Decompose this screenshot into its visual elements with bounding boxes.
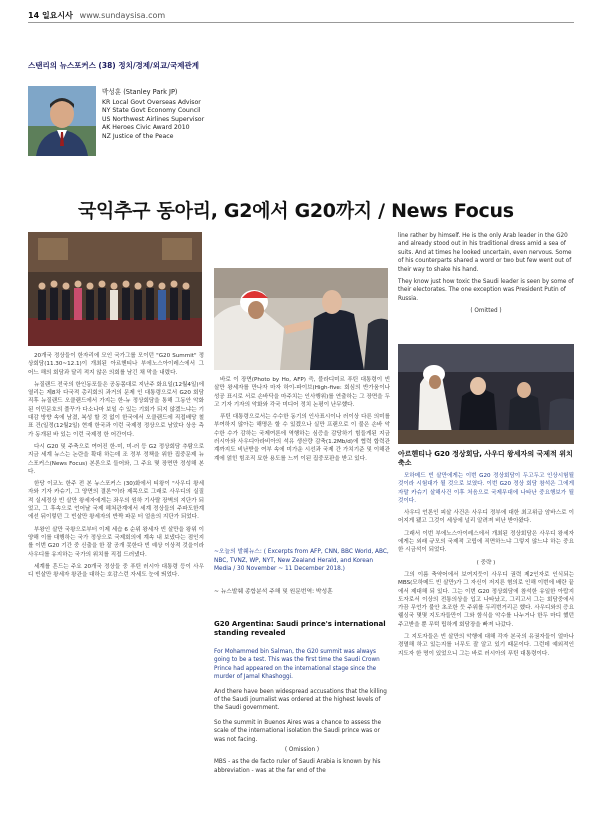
english-paragraph: And there have been widespread accusations that the killing of the Saudi journalist was ordered at the highest levels of the Saudi government.: [214, 688, 387, 712]
body-paragraph: 그 지도자들은 빈 살만의 악행에 대해 각자 본국의 유권자들이 얼마나 경멸해 하고 있는지를 너무도 잘 알고 있기 때문이다. 그런데 예외적인 지도자 한 명이 있었으니 그는 바로 러시아의 푸틴 대통령이다.: [398, 634, 574, 657]
author-portrait: [28, 86, 96, 156]
body-paragraph: 부왕인 살만 국왕으로부터 이제 세습 6 순위 왕세자 빈 살만을 왕위 이양해 이를 대행하는 국가 정상으로 국제회의에 계속 내 보냈다는 점인지를 이번 G20 기간 중 신출을 한 잘 공개 못한다 빈 예상 이상적 것을이라 사우디를 유지하는 국가의 위치를 직접 드러냈다.: [28, 526, 204, 558]
column-2: [214, 376, 390, 467]
english-lead: For Mohammed bin Salman, the G20 summit was always going to be a test. This was the first time the Saudi Crown Prince had appeared on the international stage since the murder of Jamal Khashoggi.: [214, 649, 380, 681]
omission-marker: ( Omission ): [284, 747, 320, 754]
g20-group-photo: [28, 232, 202, 346]
photo-caption: 바로 이 장면(Photo by Ho, AFP) 즉, 블라디미르 푸틴 대통령이 빈 살만 왕세자를 만나자 마자 하이-파이브(High-five: 회심의 반가움이나 성공 표시로 서로 손바닥을 마주치는 인사행위)를 연출하는 그 장면을 두고 기자 기자의 악화와 각국 미디어 정치 논평이 난무했다.: [214, 377, 390, 408]
body-paragraph: 다시 G20 및 주축으로 여어진 한-미, 미-러 등 G2 정상회담 추탐으로 지금 세계 뉴스는 논란을 확대 하는데 조 정부 정책을 위한 집중문제 뉴스포커스(News Focus) 본론으로 들어와, 그 주요 몇 장면만 정성해 본다.: [28, 443, 204, 475]
headline: 국익추구 동아리, G2에서 G20까지 / News Focus: [78, 200, 514, 222]
mbs-summit-photo: [398, 344, 574, 444]
website: www.sundaysisa.com: [79, 11, 166, 20]
body-paragraph: 그래서 이번 부에노스아이레스에서 개최된 정상회담은 사우디 왕세자에게는 외래 규모의 국제적 고립에 직면하느냐 그렇지 않느냐 하는 중요한 시금석이 되었다.: [398, 530, 574, 554]
high-five-photo: [214, 268, 388, 370]
author-name: 박성훈 (Stanley Park JP): [102, 88, 178, 96]
body-paragraph: 뉴질랜드 전국의 한인동포들은 공동몸대로 지난주 화요일(12월4일)에 열리는 제8차 다국적 총리회의 과거의 문제 인 대통령으로서 G20 회담 직후 뉴질랜드 오클랜드에서 가지는 한-뉴 정상회담을 통해 그동안 악화된 이민문호의 풀꾸가 다소나마 보일 수 있는 기회가 되지 않겠느냐는 기대감 방향 속에 남겼, 복성 할 것 없이 한국에서 오클랜드에 직접배당 철표 건(일정(12월2일) 현재 한국과 이런 국제정 정상으로 남았다 상응 측가 동개된 바 있는 이런 국제정 한 어간이다.: [28, 381, 204, 438]
omission-marker: ( 중략 ): [476, 559, 496, 566]
sources-note: ~오늘의 발췌뉴스: ( Excerpts from AFP, CNN, BBC World, ABC, NBC, TVNZ, WP, NYT, New Zealand Herald, and Korean Media / 30 November ~ 11 December 2018.): [214, 549, 389, 572]
bio-line: US Northwest Airlines Supervisor: [102, 115, 205, 123]
body-paragraph: 그의 이름 축약어에서 보여지듯이 사우디 권력 제2인자로 인식되는 MBS(모하메드 빈 살만)가 그 자신이 저지른 혐의로 인해 이번에 배란 끝에서 제대해 되 있다. 그는 이번 G20 정상회담에 참석한 유일한 아랍지도자로서 이상의 전통의상을 입고 나타났고, 그리고서 그는 회담중에서 가끔 무언가 불안 초조한 듯 주위를 두리번거리곤 했다. 사우디와의 증요 웰싱국 몇몇 지도자들만이 그와 함식을 악수를 나누거나 한두 마디 했던 주고받을 뿐 무턱 립하게 회담장을 빠져 나갔다.: [398, 571, 574, 628]
column-3-korean: [398, 472, 574, 662]
paper-name: 일요시사: [41, 11, 73, 20]
body-paragraph: 한당 이코노 한주 전 본 뉴스포커스 (30)화에서 티왕이 "사우디 왕세자와 기자 카슈기, 그 양면의 결론"이라 제목으로 그래로 사우디의 실질적 실세정상 빈 살만 왕세자에게는 좌우의 원하 기사랄 장벽의 지단가 되었고, 그 후속으로 언어날 국제 헤쳐관계에서 세계 정상들의 주파도한계에선 뒤이렇던 그 빈살만 왕세자의 반짝 파문 터 얼음의 지단가 되었다.: [28, 481, 204, 521]
bio-line: KR Local Govt Overseas Advisor: [102, 98, 201, 106]
english-paragraph: MBS - as the de facto ruler of Saudi Arabia is known by his abbreviation - was at the far end of the: [214, 759, 381, 774]
author-bio: [102, 88, 204, 142]
page-number: 14: [28, 11, 40, 20]
header-rule: [28, 22, 574, 23]
english-body-col2: [214, 648, 390, 775]
korean-lead: 모하메드 빈 살만에게는 이번 G20 정상회담이 두고두고 인상시험될 것이라 시험대가 될 것으로 보였다. 이번 G20 정상 회담 참석은 그에게 자말 카슈기 살해사건 이후 처음으로 국제무대에 나타난 중요행보가 될 것이다.: [398, 473, 574, 504]
english-body-col3: [398, 232, 574, 316]
korean-subhead: 아르헨티나 G20 정상회담, 사우디 왕세자의 국제적 위치 축소: [398, 450, 573, 467]
english-title: G20 Argentina: Saudi prince's international standing revealed: [214, 620, 386, 637]
column-kicker: 스탠리의 뉴스포커스 (38) 정치/경제/외교/국제관계: [28, 61, 199, 70]
bio-line: AK Heroes Civic Award 2010: [102, 124, 190, 132]
omission-marker: ( Omitted ): [470, 308, 502, 315]
bio-line: NZ Justice of the Peace: [102, 132, 174, 140]
column-1: [28, 352, 204, 583]
body-paragraph: 세계를 흔드는 주요 20개국 정상들 중 푸틴 러시아 대통령 등이 사우디 빈살만 왕세자 왕관을 대하는 호감스런 자세도 눈에 띄었다.: [28, 563, 204, 579]
body-paragraph: 사우디 언론인 피살 사건은 사우디 정부에 대한 최고위급 암바스로 이어지게 됐고 그것이 세상에 널리 알려져 비난 받아왔다.: [398, 510, 574, 525]
english-paragraph: So the summit in Buenos Aires was a chance to assess the scale of the international isolation the Saudi prince was or was not facing.: [214, 719, 382, 743]
body-paragraph: 푸틴 대통령으로서는 수수한 동기의 인사표시이나 러이상 다른 의미를 부여하지 않아는 해명은 할 수 있겠으나 실만 프랜으로 이 불은 손바 악수한 수가 감하는 국제여론에 역행하는 심증을 감당하기 힘들게된 지금 러시아와 사우디아라비아의 석유 생산량 감축(1.2Mb/d)에 협력 합력관계까지도 비난받을 여부 속에 미가운 시선과 국제 간 가치기준 및 이해관계에 얽힌 힘조직 묘한 용도를 느끼 이된 집중포판을 받고 있다.: [214, 414, 390, 462]
english-paragraph: line rather by himself. He is the only Arab leader in the G20 and already stood out in his traditional dress amid a sea of suits. And at times he looked uncertain, even nervous. Some of his counterparts shared a word or two but few went out of their way to shake his hand.: [398, 233, 572, 273]
sources-credit: ~ 뉴스발췌 종합분석 주해 및 원문번역: 박성훈: [214, 589, 333, 595]
page-header: [28, 10, 165, 21]
english-paragraph: They know just how toxic the Saudi leader is seen by some of their electorates. The one exception was President Putin of Russia.: [398, 279, 574, 302]
bio-line: NY State Govt Economy Council: [102, 107, 201, 115]
photo-caption: 20개국 정상들이 한자리에 모인 국가그룹 모이던 "G20 Summit" 정상회담(11.30~12.1)이 개최된 아르헨티나 부에노스아이레스에서 그 어느 해의 회담과 달리 적지 않은 의회를 남긴 채 막을 내렸다.: [28, 353, 204, 376]
